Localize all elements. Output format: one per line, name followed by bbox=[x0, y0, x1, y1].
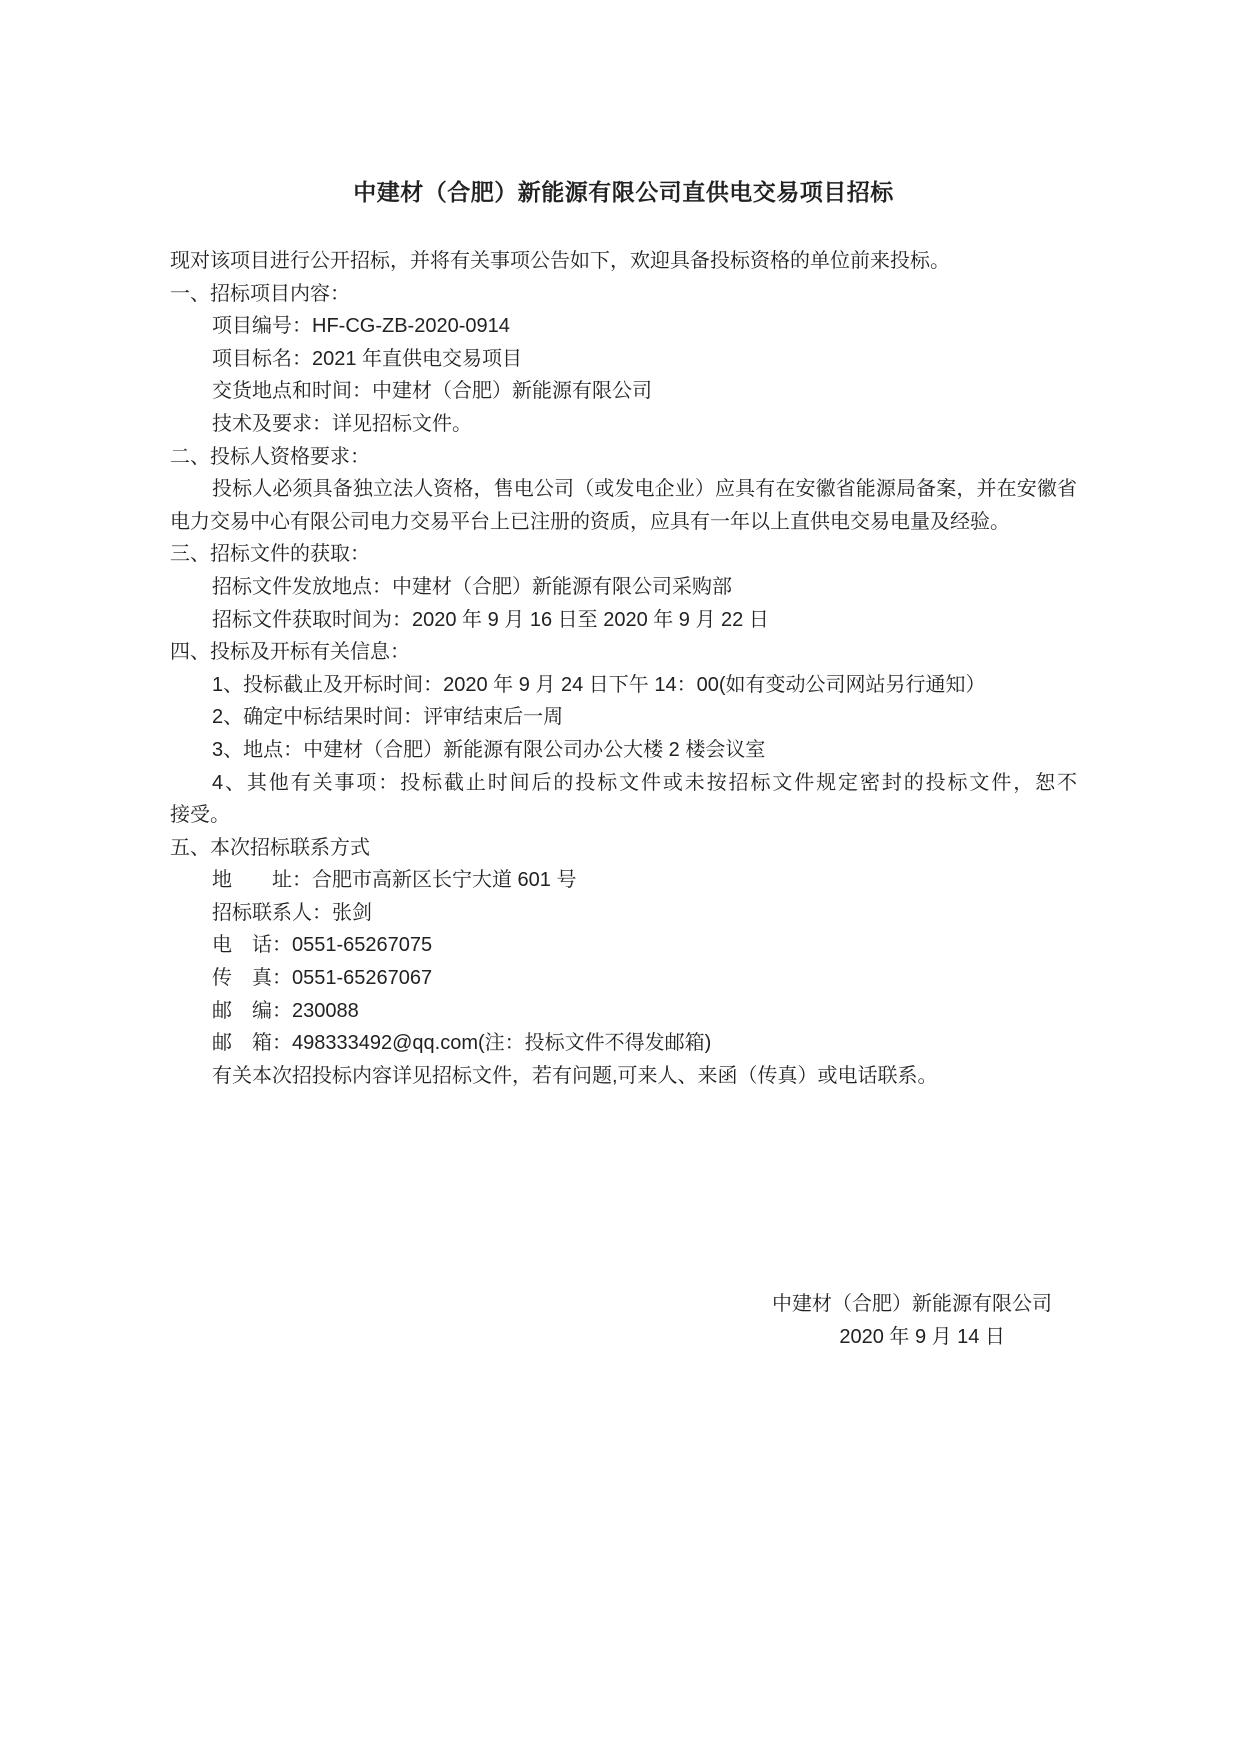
document-body bbox=[170, 176, 1077, 1092]
field-project-number: 项目编号：HF-CG-ZB-2020-0914 bbox=[212, 315, 510, 338]
qualification-line-1: 投标人必须具备独立法人资格，售电公司（或发电企业）应具有在安徽省能源局备案，并在安徽省 bbox=[212, 478, 1077, 501]
item-result-time: 2、确定中标结果时间：评审结束后一周 bbox=[212, 706, 564, 729]
signature-block bbox=[170, 1288, 1077, 1354]
section-2-heading: 二、投标人资格要求： bbox=[170, 445, 370, 468]
field-issue-location: 招标文件发放地点：中建材（合肥）新能源有限公司采购部 bbox=[212, 575, 732, 598]
item-location: 3、地点：中建材（合肥）新能源有限公司办公大楼 2 楼会议室 bbox=[212, 738, 766, 761]
section-1-heading: 一、招标项目内容： bbox=[170, 282, 350, 305]
item-other-matters-line-2: 接受。 bbox=[170, 804, 230, 827]
contact-email: 邮 箱：498333492@qq.com(注：投标文件不得发邮箱) bbox=[212, 1032, 712, 1055]
item-other-matters-line-1: 4、其他有关事项：投标截止时间后的投标文件或未按招标文件规定密封的投标文件，恕不 bbox=[212, 771, 1077, 794]
qualification-line-2: 电力交易中心有限公司电力交易平台上已注册的资质，应具有一年以上直供电交易电量及经验。 bbox=[170, 510, 1010, 533]
closing-note: 有关本次招投标内容详见招标文件，若有问题,可来人、来函（传真）或电话联系。 bbox=[212, 1064, 938, 1087]
item-bid-deadline: 1、投标截止及开标时间：2020 年 9 月 24 日下午 14：00(如有变动公司网站另行通知） bbox=[212, 673, 986, 696]
contact-phone: 电 话：0551-65267075 bbox=[212, 934, 433, 957]
intro-paragraph: 现对该项目进行公开招标，并将有关事项公告如下，欢迎具备投标资格的单位前来投标。 bbox=[170, 250, 950, 272]
field-delivery-place-time: 交货地点和时间：中建材（合肥）新能源有限公司 bbox=[212, 380, 652, 403]
signature-company: 中建材（合肥）新能源有限公司 bbox=[772, 1293, 1052, 1315]
field-project-name: 项目标名：2021 年直供电交易项目 bbox=[212, 347, 523, 370]
signature-date: 2020 年 9 月 14 日 bbox=[839, 1326, 1005, 1348]
contact-address: 地 址：合肥市高新区长宁大道 601 号 bbox=[212, 869, 577, 892]
field-technical-requirements: 技术及要求：详见招标文件。 bbox=[212, 412, 472, 435]
field-issue-time: 招标文件获取时间为：2020 年 9 月 16 日至 2020 年 9 月 22 日 bbox=[212, 608, 769, 631]
contact-postcode: 邮 编：230088 bbox=[212, 999, 359, 1022]
section-5-heading: 五、本次招标联系方式 bbox=[170, 836, 370, 859]
section-4-heading: 四、投标及开标有关信息： bbox=[170, 641, 410, 664]
contact-person: 招标联系人：张剑 bbox=[212, 901, 372, 924]
section-3-heading: 三、招标文件的获取： bbox=[170, 543, 370, 566]
document-title: 中建材（合肥）新能源有限公司直供电交易项目招标 bbox=[353, 179, 894, 205]
contact-fax: 传 真：0551-65267067 bbox=[212, 967, 433, 990]
